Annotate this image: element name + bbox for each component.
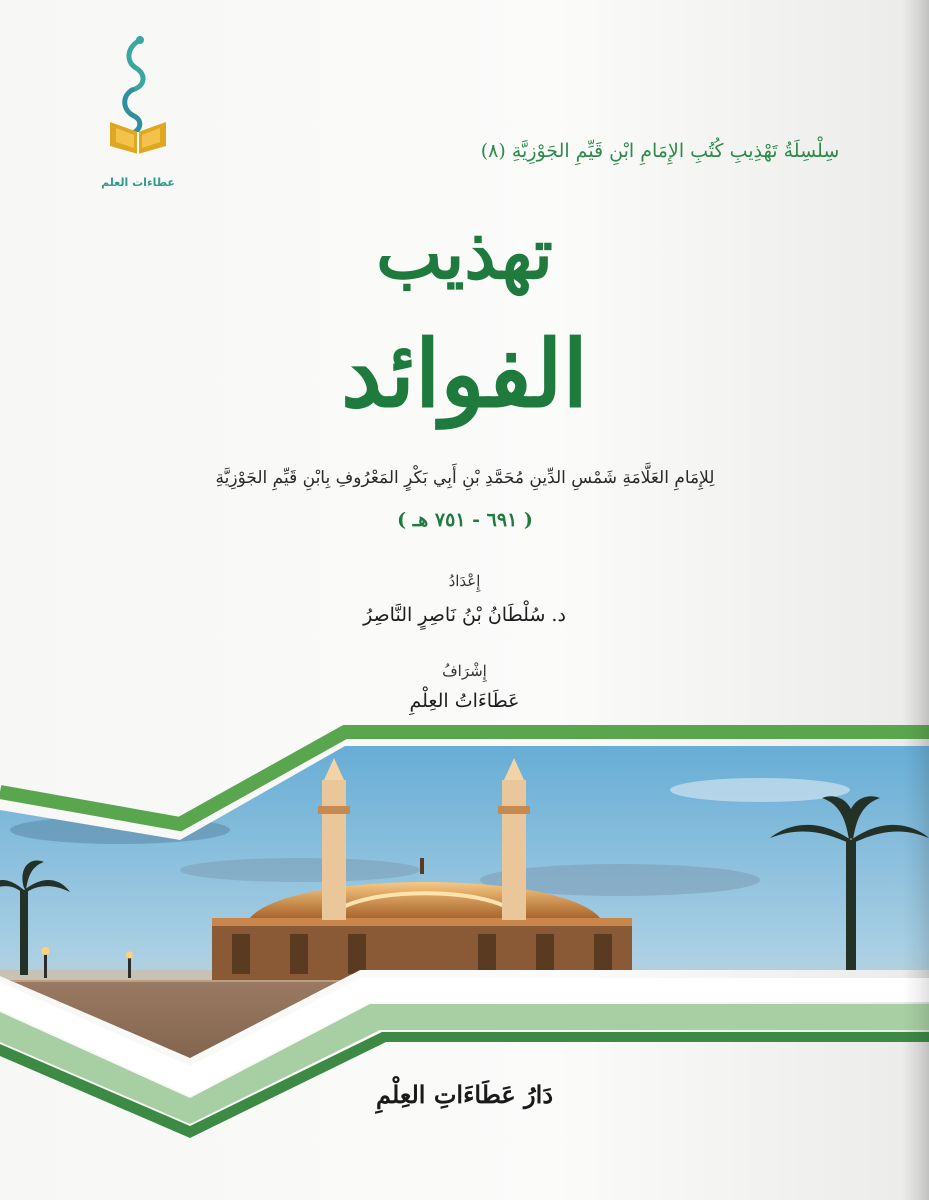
book-title-line-1: تهذيب — [376, 212, 553, 295]
preparation-label: إِعْدَادُ — [448, 572, 481, 590]
mosque-photo-band — [0, 720, 929, 1140]
supervision-label: إِشْرَافُ — [442, 662, 487, 680]
author-line: لِلإِمَامِ العَلَّامَةِ شَمْسِ الدِّينِ مُحَمَّدِ بْنِ أَبِي بَكْرٍ المَعْرُوفِ بِابْنِ قَيِّمِ الجَوْزِيَّةِ — [215, 468, 715, 488]
author-years: ( ٦٩١ - ٧٥١ هـ ) — [397, 509, 533, 531]
supervision-name: عَطَاءَاتُ العِلْمِ — [409, 690, 520, 712]
series-title: سِلْسِلَةُ تَهْذِيبِ كُتُبِ الإِمَامِ ابْنِ قَيِّمِ الجَوْزِيَّةِ (٨) — [480, 140, 840, 162]
book-title-line-2: الفوائد — [340, 320, 589, 428]
cover-edge-shadow — [903, 0, 929, 1200]
book-logo-icon — [96, 34, 180, 164]
publisher-name: دَارُ عَطَاءَاتِ العِلْمِ — [376, 1080, 553, 1109]
preparation-name: د. سُلْطَانُ بْنُ نَاصِرٍ النَّاصِرُ — [363, 604, 566, 626]
publisher-logo — [96, 34, 180, 189]
logo-text: عطاءات العلم — [101, 176, 175, 189]
